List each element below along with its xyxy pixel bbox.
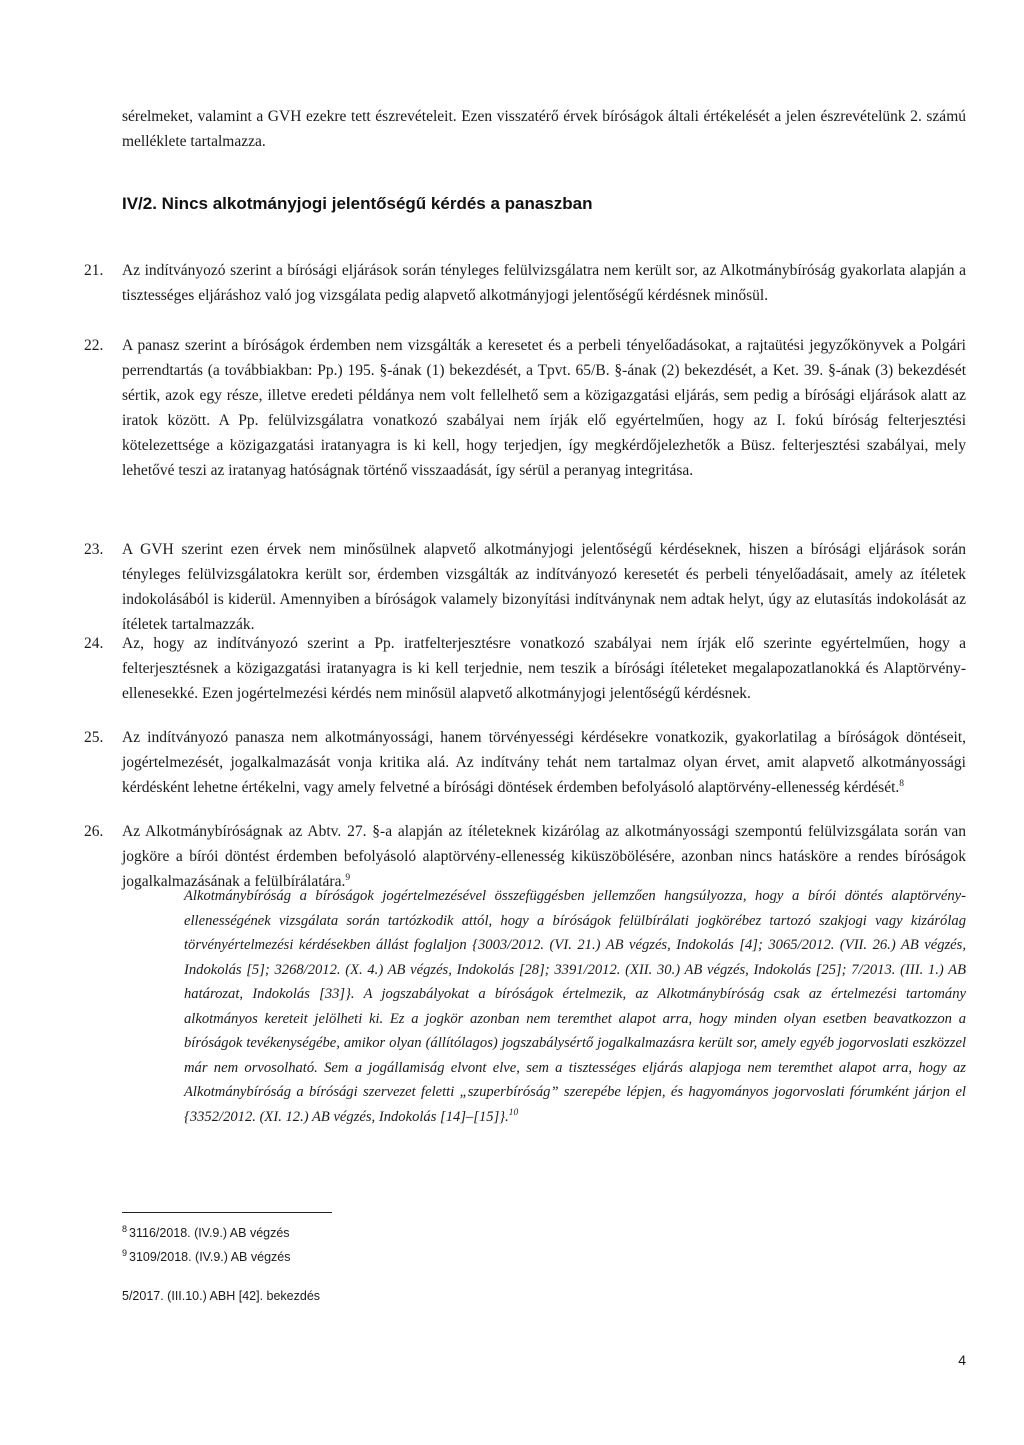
footnote-ref: 8 (899, 779, 905, 789)
footnote-separator (122, 1212, 332, 1213)
paragraph-text: A GVH szerint ezen érvek nem minősülnek alapvető alkotmányjogi jelentőségű kérdéseknek, hiszen a bírósági eljárások során tényleges felülvizsgálatokra került sor, érdemben vizsgálták az indítványozó keresetét és perbeli tényelőadásait, amely az ítéletek indokolásából is kiderül. Amennyiben a bíróságok valamely bizonyítási indítványnak nem adtak helyt, úgy az elutasítás indokolását az ítéletek tartalmazzák. (122, 541, 966, 633)
section-heading: IV/2. Nincs alkotmányjogi jelentőségű kérdés a panaszban (122, 194, 593, 213)
paragraph-number: 26. (84, 823, 104, 840)
footnote-mark: 8 (122, 1224, 128, 1234)
paragraph-26 (84, 819, 966, 894)
block-quote (184, 884, 966, 1129)
paragraph-24 (84, 631, 966, 706)
paragraph-number: 24. (84, 635, 104, 652)
paragraph-text (122, 725, 966, 800)
paragraph-body: Az Alkotmánybíróságnak az Abtv. 27. §-a alapján az ítéleteknek kizárólag az alkotmányossági szempontú felülvizsgálata során van jogköre a bírói döntést érdemben befolyásoló alaptörvény-ellenesség kiküszöbölésére, azonban nincs hatásköre a rendes bíróságok jogalkalmazásának a felülbírálatára. (122, 823, 966, 890)
paragraph-text: Az indítványozó szerint a bírósági eljárások során tényleges felülvizsgálatra nem került sor, az Alkotmánybíróság gyakorlata alapján a tisztességes eljáráshoz való jog vizsgálata pedig alapvető alkotmányjogi jelentőségű kérdésnek minősül. (122, 262, 966, 304)
footnote-8 (122, 1226, 290, 1240)
page-number: 4 (958, 1352, 966, 1368)
paragraph-number: 25. (84, 729, 104, 746)
footnote-text: 5/2017. (III.10.) ABH [42]. bekezdés (122, 1289, 321, 1303)
footnote-ref: 9 (345, 873, 351, 883)
footnote-text: 3116/2018. (IV.9.) AB végzés (129, 1226, 290, 1240)
paragraph-25 (84, 725, 966, 800)
paragraph-text (122, 819, 966, 894)
paragraph-body: Az indítványozó panasza nem alkotmányossági, hanem törvényességi kérdésekre vonatkozik, gyakorlatilag a bíróságok döntéseit, jogértelmezését, jogalkalmazását vonja kritika alá. Az indítvány tehát nem tartalmaz olyan érvet, amit alapvető alkotmányossági kérdésként lehetne értékelni, vagy amely felvetné a bírósági döntések érdemben befolyásoló alaptörvény-ellenesség kérdését. (122, 729, 966, 796)
quote-text: Alkotmánybíróság a bíróságok jogértelmezésével összefüggésben jellemzően hangsúlyozza, hogy a bírói döntés alaptörvény-ellenességének vizsgálata során tartózkodik attól, hogy a bíróságok felülbírálati jogkörébez tartozó szakjogi vagy kizárólag törvényértelmezési kérdésekben állást foglaljon {3003/2012. (VI. 21.) AB végzés, Indokolás [4]; 3065/2012. (VII. 26.) AB végzés, Indokolás [5]; 3268/2012. (X. 4.) AB végzés, Indokolás [28]; 3391/2012. (XII. 30.) AB végzés, Indokolás [25]; 7/2013. (III. 1.) AB határozat, Indokolás [33]}. A jogszabályokat a bíróságok értelmezik, az Alkotmánybíróság csak az értelmezési tartomány alkotmányos kereteit jelölheti ki. Ez a jogkör azonban nem teremthet alapot arra, hogy minden olyan esetben beavatkozzon a bíróságok tevékenységébe, amikor olyan (állítólagos) jogszabálysértő jogalkalmazásra került sor, amely egyéb jogorvoslati eszközzel már nem orvosolható. Sem a jogállamiság elvont elve, sem a tisztességes eljárás alapjoga nem teremthet alapot arra, hogy az Alkotmánybíróság a bírósági szervezet feletti „szuperbíróság” szerepébe lépjen, és hagyományos jogorvoslati fórumként járjon el {3352/2012. (XI. 12.) AB végzés, Indokolás [14]–[15]}. (184, 888, 966, 1125)
footnote-text: 3109/2018. (IV.9.) AB végzés (129, 1250, 291, 1264)
footnote-10 (122, 1289, 320, 1303)
paragraph-number: 23. (84, 541, 104, 558)
footnote-9 (122, 1250, 290, 1264)
paragraph-text: Az, hogy az indítványozó szerint a Pp. iratfelterjesztésre vonatkozó szabályai nem írják elő szerinte egyértelműen, hogy a felterjesztésnek a közigazgatási iratanyagra is ki kell terjednie, nem teszik a bírósági ítéleteket megalapozatlanokká és Alaptörvény-ellenesekké. Ezen jogértelmezési kérdés nem minősül alapvető alkotmányjogi jelentőségű kérdésnek. (122, 635, 966, 702)
intro-paragraph: sérelmeket, valamint a GVH ezekre tett észrevételeit. Ezen visszatérő érvek bíróságok általi értékelését a jelen észrevételünk 2. számú melléklete tartalmazza. (122, 108, 966, 150)
footnote-ref: 10 (508, 1107, 519, 1118)
paragraph-22 (84, 333, 966, 483)
paragraph-number: 21. (84, 262, 104, 279)
paragraph-text: A panasz szerint a bíróságok érdemben nem vizsgálták a keresetet és a perbeli tényelőadásokat, a rajtaütési jegyzőkönyvek a Polgári perrendtartás (a továbbiakban: Pp.) 195. §-ának (1) bekezdését, a Tpvt. 65/B. §-ának (2) bekezdését, a Ket. 39. §-ának (3) bekezdését sértik, azok egy része, illetve eredeti példánya nem volt fellelhető sem a közigazgatási eljárás, sem pedig a bírósági eljárások alatt az iratok között. A Pp. felülvizsgálatra vonatkozó szabályai nem írják elő egyértelműen, hogy az I. fokú bíróság felterjesztési kötelezettsége a közigazgatási iratanyagra is ki kell, hogy terjedjen, így megkérdőjelezhetők a Büsz. felterjesztési szabályai, mely lehetővé teszi az iratanyag hatóságnak történő visszaadását, így sérül a peranyag integritása. (122, 337, 966, 479)
paragraph-21 (84, 258, 966, 308)
paragraph-number: 22. (84, 337, 104, 354)
paragraph-23 (84, 537, 966, 637)
footnote-mark: 9 (122, 1248, 128, 1258)
